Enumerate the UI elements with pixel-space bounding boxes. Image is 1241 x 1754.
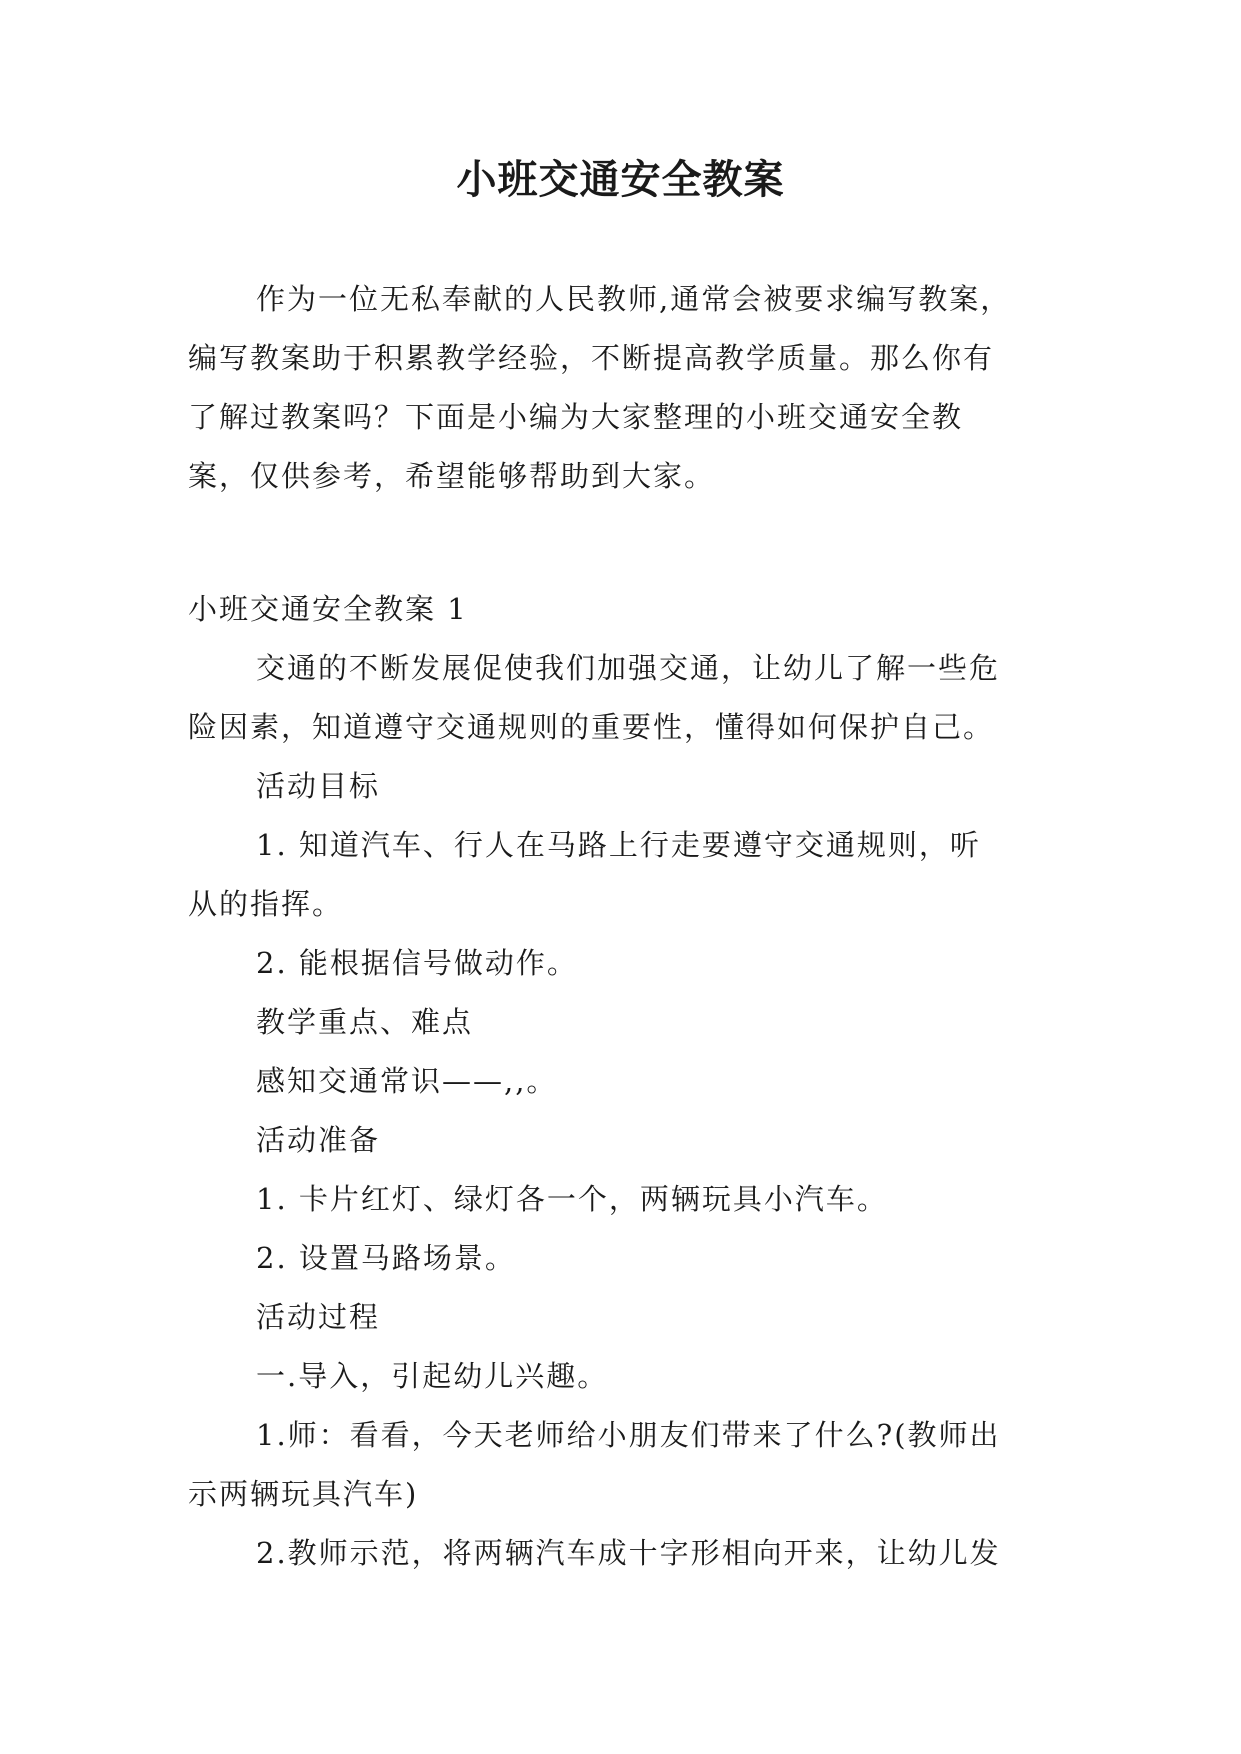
intro-line: 案，仅供参考，希望能够帮助到大家。 — [188, 459, 716, 493]
document-title: 小班交通安全教案 — [456, 156, 785, 203]
body-line: 示两辆玩具汽车) — [188, 1477, 419, 1511]
body-line: 交通的不断发展促使我们加强交通，让幼儿了解一些危 — [256, 651, 1001, 685]
subheading-preparation: 活动准备 — [256, 1123, 381, 1157]
body-line: 感知交通常识——,,。 — [256, 1064, 558, 1098]
body-line: 险因素，知道遵守交通规则的重要性，懂得如何保护自己。 — [188, 710, 995, 744]
intro-line: 编写教案助于积累教学经验，不断提高教学质量。那么你有 — [188, 341, 995, 375]
body-line: 1. 知道汽车、行人在马路上行走要遵守交通规则，听 — [256, 828, 981, 862]
subheading-key-points: 教学重点、难点 — [256, 1005, 474, 1039]
body-line: 2. 设置马路场景。 — [256, 1241, 516, 1275]
body-line: 从的指挥。 — [188, 887, 344, 921]
body-line: 一.导入，引起幼儿兴趣。 — [256, 1359, 609, 1393]
section-heading: 小班交通安全教案 1 — [188, 592, 468, 626]
body-line: 1. 卡片红灯、绿灯各一个，两辆玩具小汽车。 — [256, 1182, 888, 1216]
subheading-process: 活动过程 — [256, 1300, 381, 1334]
subheading-activity-goals: 活动目标 — [256, 769, 381, 803]
body-line: 2. 能根据信号做动作。 — [256, 946, 578, 980]
body-line: 1.师：看看，今天老师给小朋友们带来了什么?(教师出 — [256, 1418, 1001, 1452]
intro-line: 作为一位无私奉献的人民教师,通常会被要求编写教案， — [256, 282, 1012, 316]
body-line: 2.教师示范，将两辆汽车成十字形相向开来，让幼儿发 — [256, 1536, 1001, 1570]
intro-line: 了解过教案吗？下面是小编为大家整理的小班交通安全教 — [188, 400, 964, 434]
